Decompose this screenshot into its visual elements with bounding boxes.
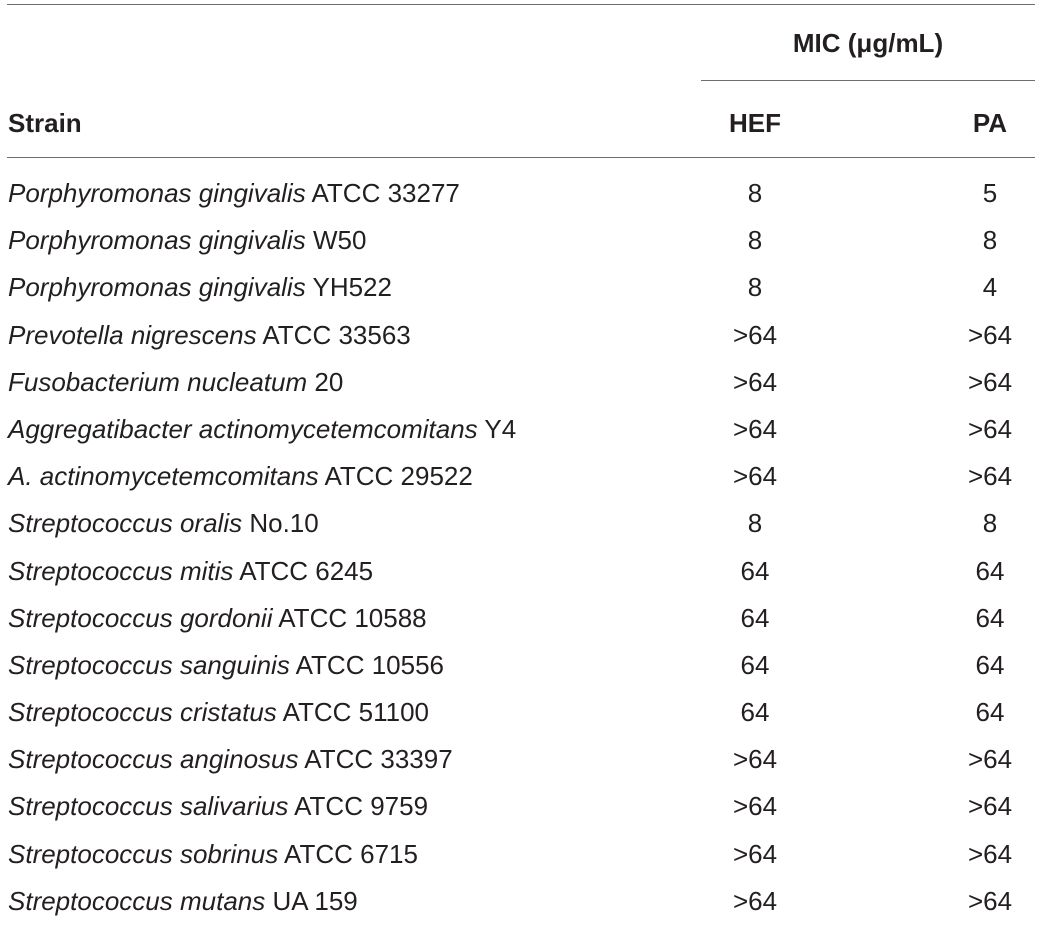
- hef-value: 8: [747, 225, 763, 256]
- strain-cell: [8, 406, 516, 453]
- species-name: Streptococcus anginosus: [8, 744, 299, 775]
- species-name: Aggregatibacter actinomycetemcomitans: [8, 413, 478, 444]
- species-name: Porphyromonas gingivalis: [8, 272, 306, 303]
- strain-designation: ATCC 6715: [278, 838, 418, 869]
- table-body: [0, 170, 1042, 925]
- pa-value: 64: [975, 649, 1005, 680]
- strain-cell: [8, 595, 427, 642]
- hef-value: 8: [747, 272, 763, 303]
- strain-designation: ATCC 33563: [256, 319, 411, 350]
- pa-value: 5: [982, 178, 998, 208]
- strain-cell: [8, 500, 319, 547]
- hef-column-header: HEF: [729, 108, 781, 138]
- strain-designation: W50: [305, 225, 367, 256]
- species-name: Streptococcus salivarius: [8, 791, 289, 822]
- table-row: [0, 500, 1042, 547]
- hef-value: >64: [732, 366, 778, 397]
- table-row: [0, 453, 1042, 500]
- species-name: Streptococcus mitis: [8, 555, 234, 586]
- strain-designation: ATCC 33397: [298, 744, 453, 775]
- hef-value: 64: [740, 697, 770, 728]
- pa-value: >64: [967, 366, 1013, 397]
- pa-value: >64: [967, 744, 1013, 775]
- hef-value: 64: [740, 555, 770, 586]
- strain-designation: ATCC 9759: [288, 791, 429, 822]
- species-name: Streptococcus sobrinus: [8, 838, 279, 869]
- hef-value: >64: [732, 744, 778, 775]
- strain-designation: ATCC 29522: [318, 461, 473, 492]
- table-row: [0, 878, 1042, 925]
- strain-designation: YH522: [305, 272, 392, 303]
- table-row: [0, 689, 1042, 736]
- species-name: Streptococcus cristatus: [8, 697, 277, 728]
- hef-value: 8: [747, 178, 763, 208]
- strain-designation: ATCC 10556: [289, 649, 444, 680]
- mic-group-rule: [701, 80, 1035, 81]
- pa-value: >64: [967, 461, 1013, 492]
- strain-cell: [8, 217, 366, 264]
- species-name: Porphyromonas gingivalis: [8, 225, 306, 256]
- table-row: [0, 264, 1042, 311]
- strain-cell: [8, 878, 358, 925]
- hef-value: >64: [732, 413, 778, 444]
- strain-cell: [8, 642, 444, 689]
- strain-cell: [8, 689, 429, 736]
- hef-value: >64: [732, 319, 778, 350]
- strain-designation: ATCC 6245: [233, 555, 374, 586]
- table-row: [0, 359, 1042, 406]
- hef-value: >64: [732, 838, 778, 869]
- pa-value: >64: [967, 791, 1013, 822]
- strain-designation: UA 159: [265, 885, 358, 916]
- pa-value: 64: [975, 697, 1005, 728]
- header-bottom-rule: [7, 157, 1035, 158]
- species-name: Prevotella nigrescens: [8, 319, 257, 350]
- species-name: Streptococcus mutans: [8, 885, 266, 916]
- strain-column-header: Strain: [8, 108, 82, 138]
- hef-value: >64: [732, 791, 778, 822]
- table-row: [0, 312, 1042, 359]
- species-name: Porphyromonas gingivalis: [8, 178, 306, 208]
- pa-value: 64: [975, 555, 1005, 586]
- strain-cell: [8, 548, 373, 595]
- pa-value: 4: [982, 272, 998, 303]
- strain-designation: ATCC 33277: [305, 178, 460, 208]
- pa-value: 8: [982, 508, 998, 539]
- strain-designation: Y4: [477, 413, 517, 444]
- hef-value: 64: [740, 602, 770, 633]
- pa-value: >64: [967, 319, 1013, 350]
- strain-cell: [8, 831, 418, 878]
- strain-designation: No.10: [242, 508, 319, 539]
- species-name: Streptococcus sanguinis: [8, 649, 290, 680]
- pa-column-header: PA: [972, 108, 1008, 138]
- species-name: Streptococcus gordonii: [8, 602, 273, 633]
- pa-value: >64: [967, 885, 1013, 916]
- hef-value: 64: [740, 649, 770, 680]
- table-row: [0, 642, 1042, 689]
- strain-cell: [8, 170, 460, 217]
- mic-group-header: MIC (μg/mL): [792, 28, 944, 58]
- hef-value: >64: [732, 885, 778, 916]
- species-name: Fusobacterium nucleatum: [8, 366, 308, 397]
- species-name: A. actinomycetemcomitans: [8, 461, 319, 492]
- table-row: [0, 736, 1042, 783]
- strain-designation: ATCC 51100: [276, 697, 430, 728]
- table-row: [0, 406, 1042, 453]
- table-row: [0, 831, 1042, 878]
- table-row: [0, 548, 1042, 595]
- strain-designation: ATCC 10588: [272, 602, 427, 633]
- table-row: [0, 217, 1042, 264]
- table-row: [0, 783, 1042, 830]
- species-name: Streptococcus oralis: [8, 508, 243, 539]
- pa-value: >64: [967, 838, 1013, 869]
- table-row: [0, 595, 1042, 642]
- hef-value: >64: [732, 461, 778, 492]
- strain-cell: [8, 453, 473, 500]
- pa-value: 8: [982, 225, 998, 256]
- pa-value: 64: [975, 602, 1005, 633]
- pa-value: >64: [967, 413, 1013, 444]
- table-top-rule: [7, 4, 1035, 5]
- table-row: [0, 170, 1042, 217]
- strain-cell: [8, 264, 392, 311]
- hef-value: 8: [747, 508, 763, 539]
- strain-cell: [8, 312, 411, 359]
- strain-designation: 20: [307, 366, 344, 397]
- strain-cell: [8, 783, 428, 830]
- strain-cell: [8, 736, 453, 783]
- strain-cell: [8, 359, 343, 406]
